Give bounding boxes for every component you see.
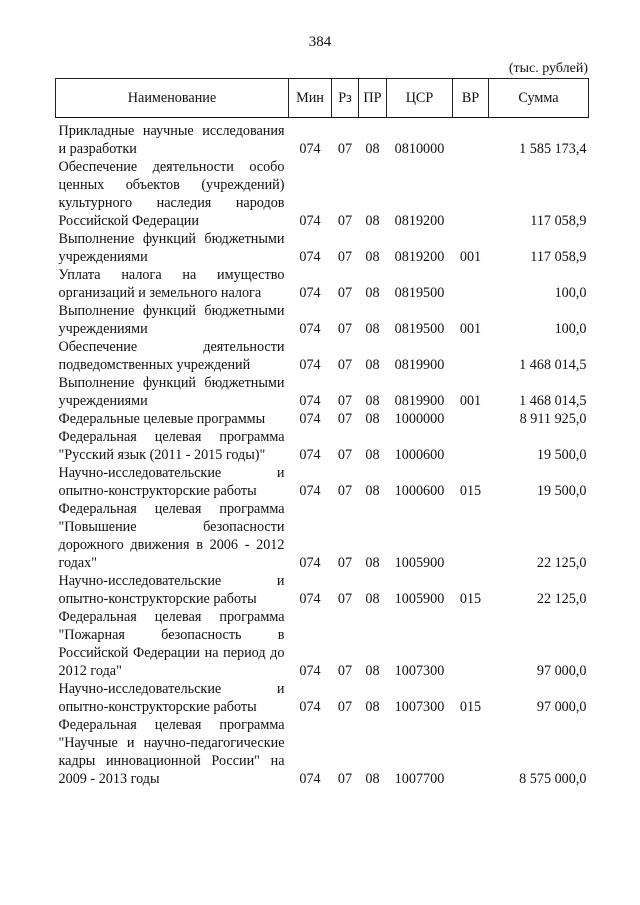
cell-vr [453, 500, 489, 572]
page-number: 384 [308, 34, 332, 50]
cell-rz: 07 [337, 357, 353, 373]
cell-csr: 1007300 [394, 699, 445, 715]
cell-min: 074 [299, 321, 321, 337]
table-row [56, 500, 589, 572]
cell-sum: 8 575 000,0 [519, 771, 587, 787]
cell-csr: 1000000 [394, 411, 445, 427]
header-pr: ПР [359, 79, 387, 118]
cell-csr: 1005900 [394, 591, 445, 607]
cell-vr: 001 [459, 393, 482, 409]
cell-pr: 08 [365, 357, 380, 373]
cell-csr: 1000600 [394, 447, 445, 463]
cell-pr: 08 [365, 483, 380, 499]
cell-rz: 07 [337, 771, 353, 787]
cell-rz: 07 [337, 141, 353, 157]
cell-min: 074 [299, 447, 321, 463]
table-row [56, 338, 589, 374]
cell-csr: 0810000 [394, 141, 445, 157]
cell-csr: 0819900 [394, 357, 445, 373]
cell-pr: 08 [365, 411, 380, 427]
cell-sum: 1 468 014,5 [519, 357, 587, 373]
cell-csr: 0819900 [394, 393, 445, 409]
cell-csr: 1007300 [394, 663, 445, 679]
header-vr: ВР [453, 79, 489, 118]
cell-sum: 100,0 [554, 321, 587, 337]
cell-min: 074 [299, 213, 321, 229]
cell-name: Обеспечение деятельности особо ценных объектов (учреждений) культурного наследия народов Российской Федерации [58, 159, 285, 229]
cell-name: Федеральные целевые программы [58, 411, 266, 427]
header-rz: Рз [332, 79, 359, 118]
cell-rz: 07 [337, 483, 353, 499]
cell-sum: 1 585 173,4 [519, 141, 587, 157]
table-row [56, 302, 589, 338]
table-header-row [56, 79, 589, 118]
cell-name: Уплата налога на имущество организаций и земельного налога [58, 267, 285, 301]
cell-min: 074 [299, 249, 321, 265]
table-row [56, 608, 589, 680]
cell-vr [453, 428, 489, 464]
table-row [56, 230, 589, 266]
units-label: (тыс. рублей) [508, 61, 588, 76]
cell-pr: 08 [365, 771, 380, 787]
cell-pr: 08 [365, 213, 380, 229]
cell-pr: 08 [365, 555, 380, 571]
cell-csr: 0819500 [394, 321, 445, 337]
cell-min: 074 [299, 771, 321, 787]
cell-rz: 07 [337, 213, 353, 229]
table-row [56, 428, 589, 464]
cell-name: Федеральная целевая программа "Русский язык (2011 - 2015 годы)" [58, 429, 285, 463]
cell-pr: 08 [365, 141, 380, 157]
cell-min: 074 [299, 663, 321, 679]
cell-min: 074 [299, 483, 321, 499]
cell-vr [453, 118, 489, 159]
cell-rz: 07 [337, 411, 353, 427]
cell-vr [453, 158, 489, 230]
budget-table [55, 78, 589, 788]
cell-sum: 97 000,0 [536, 699, 587, 715]
table-row [56, 680, 589, 716]
table-row [56, 118, 589, 159]
cell-csr: 1005900 [394, 555, 445, 571]
cell-csr: 0819200 [394, 249, 445, 265]
cell-vr: 001 [459, 249, 482, 265]
cell-sum: 19 500,0 [536, 483, 587, 499]
cell-vr [453, 266, 489, 302]
cell-rz: 07 [337, 285, 353, 301]
cell-pr: 08 [365, 393, 380, 409]
cell-vr [453, 716, 489, 788]
cell-min: 074 [299, 285, 321, 301]
cell-min: 074 [299, 555, 321, 571]
cell-min: 074 [299, 393, 321, 409]
cell-min: 074 [299, 591, 321, 607]
cell-min: 074 [299, 141, 321, 157]
table-row [56, 572, 589, 608]
cell-vr: 001 [459, 321, 482, 337]
cell-rz: 07 [337, 699, 353, 715]
table-row [56, 410, 589, 428]
cell-pr: 08 [365, 321, 380, 337]
table-row [56, 374, 589, 410]
cell-rz: 07 [337, 249, 353, 265]
cell-csr: 0819500 [394, 285, 445, 301]
table-row [56, 464, 589, 500]
table-row [56, 266, 589, 302]
cell-rz: 07 [337, 447, 353, 463]
cell-name: Прикладные научные исследования и разработки [58, 123, 285, 157]
cell-name: Федеральная целевая программа "Научные и научно-педагогические кадры инновационной России" на 2009 - 2013 годы [58, 717, 285, 787]
cell-vr [453, 338, 489, 374]
cell-vr: 015 [459, 483, 482, 499]
cell-name: Выполнение функций бюджетными учреждениями [58, 231, 285, 265]
cell-sum: 22 125,0 [536, 591, 587, 607]
header-name: Наименование [56, 79, 289, 118]
cell-csr: 1000600 [394, 483, 445, 499]
cell-name: Научно-исследовательские и опытно-конструкторские работы [58, 573, 285, 607]
cell-pr: 08 [365, 285, 380, 301]
cell-name: Научно-исследовательские и опытно-конструкторские работы [58, 681, 285, 715]
cell-name: Обеспечение деятельности подведомственных учреждений [58, 339, 285, 373]
header-csr: ЦСР [387, 79, 453, 118]
cell-sum: 97 000,0 [536, 663, 587, 679]
cell-vr [453, 608, 489, 680]
cell-sum: 1 468 014,5 [519, 393, 587, 409]
cell-sum: 8 911 925,0 [519, 411, 587, 427]
table-row [56, 158, 589, 230]
cell-sum: 100,0 [554, 285, 587, 301]
cell-rz: 07 [337, 591, 353, 607]
cell-sum: 22 125,0 [536, 555, 587, 571]
cell-min: 074 [299, 699, 321, 715]
table-row [56, 716, 589, 788]
cell-sum: 19 500,0 [536, 447, 587, 463]
cell-csr: 0819200 [394, 213, 445, 229]
cell-vr [453, 410, 489, 428]
cell-pr: 08 [365, 249, 380, 265]
cell-name: Выполнение функций бюджетными учреждениями [58, 303, 285, 337]
cell-name: Выполнение функций бюджетными учреждениями [58, 375, 285, 409]
cell-rz: 07 [337, 555, 353, 571]
header-sum: Сумма [489, 79, 589, 118]
cell-vr: 015 [459, 699, 482, 715]
cell-pr: 08 [365, 447, 380, 463]
cell-rz: 07 [337, 321, 353, 337]
cell-pr: 08 [365, 591, 380, 607]
cell-rz: 07 [337, 393, 353, 409]
cell-min: 074 [299, 411, 321, 427]
cell-name: Научно-исследовательские и опытно-конструкторские работы [58, 465, 285, 499]
cell-name: Федеральная целевая программа "Повышение безопасности дорожного движения в 2006 - 2012 годах" [58, 501, 285, 571]
cell-rz: 07 [337, 663, 353, 679]
cell-sum: 117 058,9 [530, 213, 587, 229]
cell-pr: 08 [365, 699, 380, 715]
cell-vr: 015 [459, 591, 482, 607]
cell-sum: 117 058,9 [530, 249, 587, 265]
header-min: Мин [289, 79, 332, 118]
cell-pr: 08 [365, 663, 380, 679]
cell-min: 074 [299, 357, 321, 373]
cell-name: Федеральная целевая программа "Пожарная безопасность в Российской Федерации на период до 2012 года" [58, 609, 285, 679]
cell-csr: 1007700 [394, 771, 445, 787]
